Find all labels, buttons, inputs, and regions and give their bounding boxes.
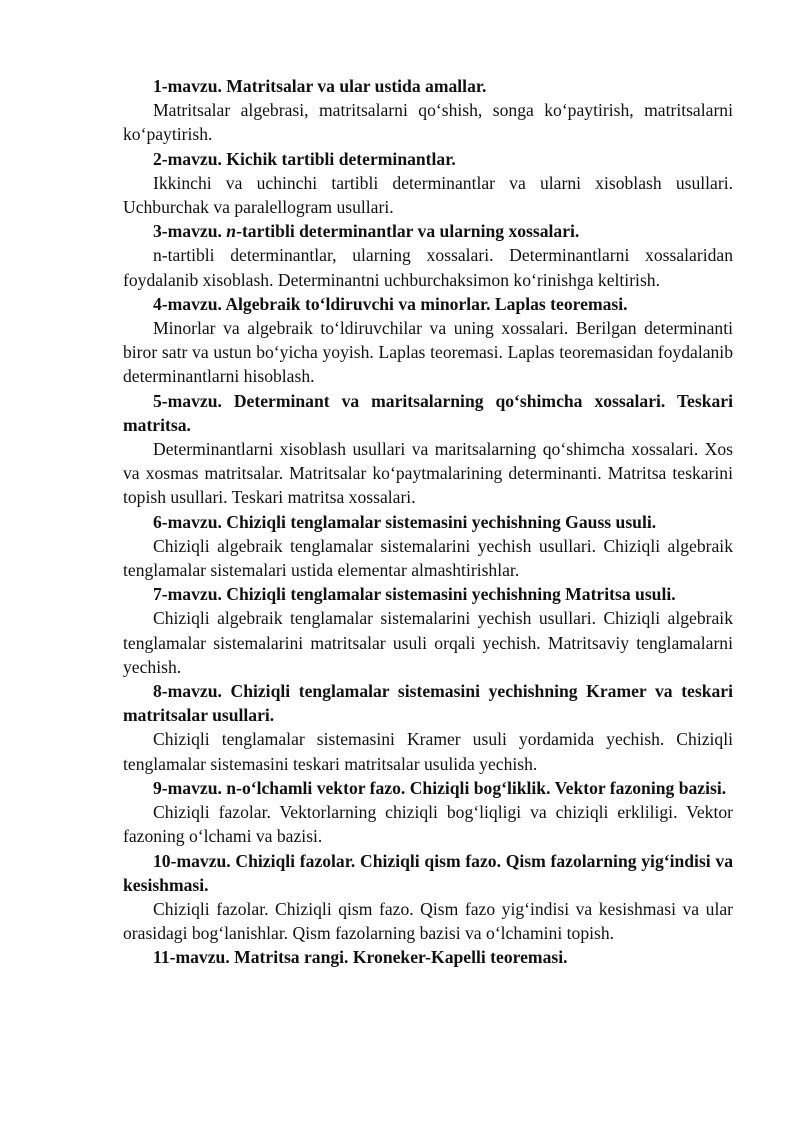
topic-8-heading: 8-mavzu. Chiziqli tenglamalar sistemasini yechishning Kramer va teskari matritsalar usullari. bbox=[123, 681, 733, 726]
topic-8-description: Chiziqli tenglamalar sistemasini Kramer usuli yordamida yechish. Chiziqli tenglamalar sistemasini teskari matritsalar usulida yechish. bbox=[123, 729, 733, 774]
topic-3-heading-italic-n: n bbox=[226, 221, 237, 242]
topic-7-description: Chiziqli algebraik tenglamalar sistemalarini yechish usullari. Chiziqli algebraik tenglamalar sistemalarini matritsalar usuli orqali yechish. Matritsaviy tenglamalarni yechish. bbox=[123, 608, 733, 677]
topic-9-description: Chiziqli fazolar. Vektorlarning chiziqli bog‘liqligi va chiziqli erkliligi. Vektor fazoning o‘lchami va bazisi. bbox=[123, 802, 733, 847]
topic-3-heading bbox=[123, 219, 733, 243]
topic-3-description: n-tartibli determinantlar, ularning xossalari. Determinantlarni xossalaridan foydalanib xisoblash. Determinantni uchburchaksimon ko‘rinishga keltirish. bbox=[123, 245, 733, 290]
topic-6-description: Chiziqli algebraik tenglamalar sistemalarini yechish usullari. Chiziqli algebraik tenglamalar sistemalari ustida elementar almashtirishlar. bbox=[123, 535, 733, 581]
topic-5-heading: 5-mavzu. Determinant va maritsalarning qo‘shimcha xossalari. Teskari matritsa. bbox=[123, 390, 733, 435]
topic-11-heading: 11-mavzu. Matritsa rangi. Kroneker-Kapelli teoremasi. bbox=[153, 947, 568, 968]
document-page bbox=[123, 74, 733, 970]
topic-7-heading: 7-mavzu. Chiziqli tenglamalar sistemasini yechishning Matritsa usuli. bbox=[153, 584, 676, 605]
topic-2-description: Ikkinchi va uchinchi tartibli determinantlar va ularni xisoblash usullari. Uchburchak va paralellogram usullari. bbox=[123, 172, 733, 218]
topic-1-description: Matritsalar algebrasi, matritsalarni qo‘shish, songa ko‘paytirish, matritsalarni ko‘paytirish. bbox=[123, 100, 733, 145]
topic-4-description: Minorlar va algebraik to‘ldiruvchilar va uning xossalari. Berilgan determinanti biror satr va ustun bo‘yicha yoyish. Laplas teoremasi. Laplas teoremasidan foydalanib determinantlarni hisoblash. bbox=[123, 318, 733, 387]
topic-4-heading: 4-mavzu. Algebraik to‘ldiruvchi va minorlar. Laplas teoremasi. bbox=[153, 293, 628, 314]
topic-10-heading: 10-mavzu. Chiziqli fazolar. Chiziqli qism fazo. Qism fazolarning yig‘indisi va kesishmasi. bbox=[123, 850, 733, 895]
topic-6-heading: 6-mavzu. Chiziqli tenglamalar sistemasini yechishning Gauss usuli. bbox=[153, 511, 657, 532]
topic-9-heading: 9-mavzu. n-o‘lchamli vektor fazo. Chiziqli bog‘liklik. Vektor fazoning bazisi. bbox=[153, 777, 727, 798]
topic-10-description: Chiziqli fazolar. Chiziqli qism fazo. Qism fazo yig‘indisi va kesishmasi va ular orasidagi bog‘lanishlar. Qism fazolarning bazisi va o‘lchamini topish. bbox=[123, 898, 733, 944]
topic-3-heading-prefix: 3-mavzu. bbox=[153, 221, 227, 242]
topic-1-heading: 1-mavzu. Matritsalar va ular ustida amallar. bbox=[153, 76, 487, 96]
topic-5-description: Determinantlarni xisoblash usullari va maritsalarning qo‘shimcha xossalari. Xos va xosmas matritsalar. Matritsalar ko‘paytmalarining determinanti. Matritsa teskarini topish usullari. Teskari matritsa xossalari. bbox=[123, 439, 733, 508]
topic-3-heading-suffix: -tartibli determinantlar va ularning xossalari. bbox=[236, 221, 580, 242]
topic-2-heading: 2-mavzu. Kichik tartibli determinantlar. bbox=[153, 148, 456, 169]
